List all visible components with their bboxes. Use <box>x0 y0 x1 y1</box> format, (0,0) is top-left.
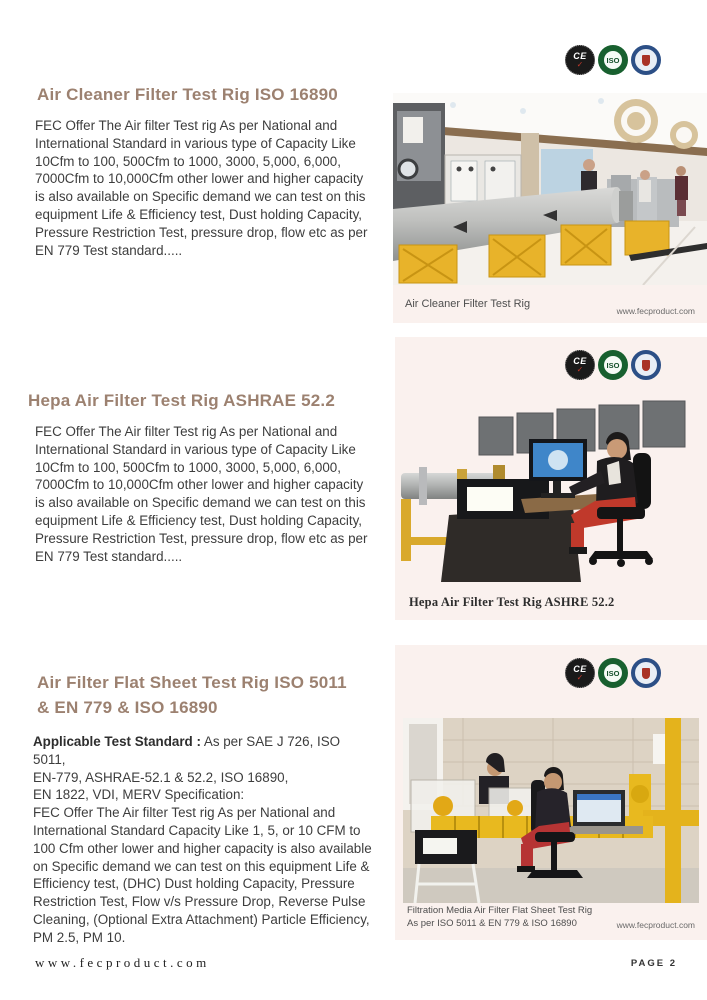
accreditation-badge <box>631 45 661 75</box>
ce-badge <box>565 45 595 75</box>
photo2-caption: Hepa Air Filter Test Rig ASHRE 52.2 <box>409 595 615 609</box>
applicable-standard-value: As per SAE J 726, ISO 5011, <box>33 734 341 767</box>
emblem-icon <box>642 55 650 66</box>
section2-body: FEC Offer The Air filter Test rig As per National and International Standard in various type of Capacity Like 10Cfm to 100, 500Cfm to 1000, 3000, 5,000, 6,000, 7000Cfm to 10,000Cfm other lower and higher capacity is also available on Specific demand we can test on this equipment Life & Efficiency test, Dust holding Capacity, Pressure Restriction Test, pressure drop, flow etc as per EN 779 Test standard..... <box>35 424 368 564</box>
ce-label: CE <box>573 664 587 674</box>
certification-badges-2 <box>565 350 661 380</box>
ce-badge <box>565 350 595 380</box>
section2-heading: Hepa Air Filter Test Rig ASHRAE 52.2 <box>28 391 335 410</box>
flat-sheet-rig-illustration <box>403 718 699 903</box>
iso-label: ISO <box>604 664 622 682</box>
check-icon: ✓ <box>576 365 584 374</box>
section1-heading: Air Cleaner Filter Test Rig ISO 16890 <box>37 85 338 104</box>
photo3-website-link[interactable]: www.fecproduct.com <box>616 920 695 930</box>
certification-badges-1 <box>565 45 661 75</box>
photo3-caption <box>407 905 592 930</box>
photo3-caption-line1: Filtration Media Air Filter Flat Sheet Test Rig <box>407 905 593 916</box>
check-icon: ✓ <box>576 60 584 69</box>
photo3-caption-line2: As per ISO 5011 & EN 779 & ISO 16890 <box>407 917 577 929</box>
section3-body-line2: EN-779, ASHRAE-52.1 & 52.2, ISO 16890, <box>33 769 289 785</box>
iso-badge <box>598 350 628 380</box>
photo1-caption: Air Cleaner Filter Test Rig <box>405 298 531 310</box>
section1-body: FEC Offer The Air filter Test rig As per National and International Standard in various type of Capacity Like 10Cfm to 100, 500Cfm to 1000, 3000, 5,000, 6,000, 7000Cfm to 10,000Cfm other lower and higher capacity is also available on Specific demand we can test on this equipment Life & Efficiency test, Dust holding Capacity, Pressure Restriction Test, pressure drop, flow etc as per EN 779 Test standard..... <box>35 118 368 258</box>
iso-badge <box>598 45 628 75</box>
iso-label: ISO <box>604 51 622 69</box>
footer-website-link[interactable]: www.fecproduct.com <box>35 955 210 970</box>
iso-badge <box>598 658 628 688</box>
section3-body-rest: FEC Offer The Air filter Test rig As per National and International Standard Capacity Like 1, 5, or 10 CFM to 100 Cfm other lower and higher capacity is also available on Specific demand we can test on this equipment Life & Efficiency test, (DHC) Dust holding Capacity, Pressure Restriction Test, Flow v/s Pressure Drop, Reverse Pulse Cleaning, (Optional Extra Attachment) Particle Efficiency, PM 2.5, PM 10. <box>33 805 372 945</box>
ce-label: CE <box>573 356 587 366</box>
section3-body-line3: EN 1822, VDI, MERV Specification: <box>33 787 245 803</box>
section3-body <box>33 733 375 947</box>
photo-flat-sheet-test-rig <box>403 718 699 903</box>
accreditation-badge <box>631 658 661 688</box>
section3-heading-line1: Air Filter Flat Sheet Test Rig ISO 5011 <box>37 673 347 692</box>
emblem-icon <box>642 360 650 371</box>
certification-badges-3 <box>565 658 661 688</box>
photo-air-cleaner-test-rig <box>393 93 707 285</box>
check-icon: ✓ <box>576 673 584 682</box>
photo3-panel <box>395 645 707 940</box>
section3-heading <box>37 670 347 720</box>
iso-label: ISO <box>604 356 622 374</box>
lab-room-illustration <box>393 93 707 285</box>
ce-label: CE <box>573 51 587 61</box>
footer-page-number: PAGE 2 <box>630 958 677 969</box>
emblem-icon <box>642 668 650 679</box>
applicable-standard-label: Applicable Test Standard : <box>33 734 201 749</box>
photo2-panel <box>395 337 707 620</box>
photo1-caption-strip <box>393 285 707 323</box>
section3-body-line1 <box>33 733 375 769</box>
ce-badge <box>565 658 595 688</box>
photo-hepa-filter-test-rig <box>401 387 701 582</box>
photo1-website-link[interactable]: www.fecproduct.com <box>616 306 695 316</box>
section3-heading-line2: & EN 779 & ISO 16890 <box>37 698 218 717</box>
accreditation-badge <box>631 350 661 380</box>
hepa-rig-illustration <box>401 387 701 582</box>
